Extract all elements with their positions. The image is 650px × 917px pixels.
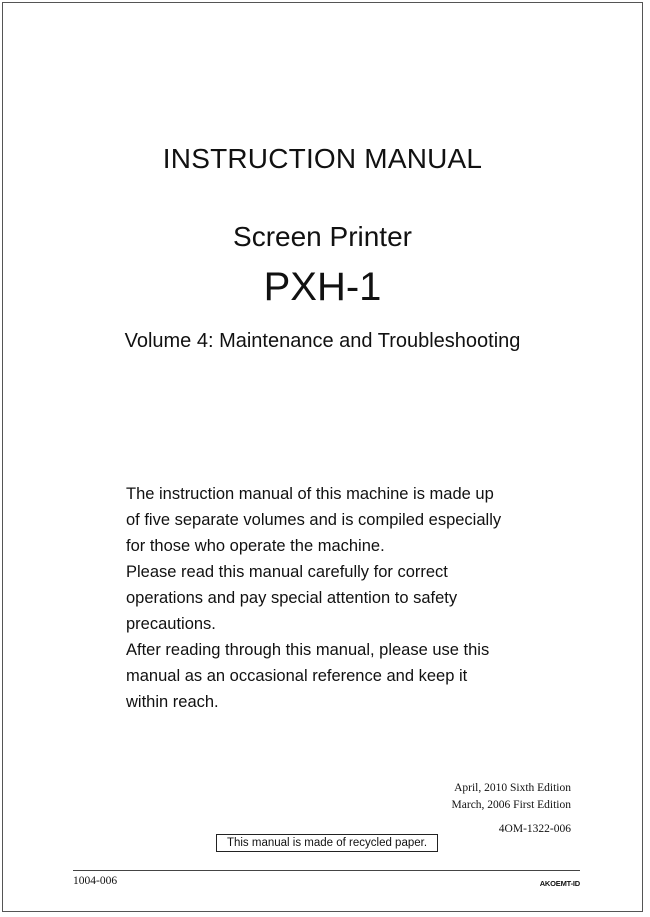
intro-line: The instruction manual of this machine is made up — [126, 485, 494, 503]
footer-right-code: AKOEMT-ID — [539, 879, 580, 888]
intro-line: of five separate volumes and is compiled especially — [126, 511, 502, 529]
product-name: Screen Printer — [233, 221, 412, 252]
document-number: 4OM-1322-006 — [498, 823, 571, 835]
volume-title: Volume 4: Maintenance and Troubleshooting — [124, 330, 521, 352]
recycled-paper-note: This manual is made of recycled paper. — [216, 834, 438, 852]
model-number: PXH-1 — [263, 265, 382, 309]
manual-cover-page — [2, 2, 643, 912]
first-edition: March, 2006 First Edition — [451, 799, 571, 811]
intro-line: manual as an occasional reference and keep it — [126, 667, 468, 685]
intro-line: operations and pay special attention to safety — [126, 589, 458, 607]
current-edition: April, 2010 Sixth Edition — [454, 782, 571, 794]
manual-title: INSTRUCTION MANUAL — [162, 143, 483, 174]
intro-line: precautions. — [126, 615, 216, 633]
footer-left-code: 1004-006 — [73, 875, 118, 887]
footer-divider — [73, 870, 580, 871]
intro-line: for those who operate the machine. — [126, 537, 385, 555]
intro-line: within reach. — [126, 693, 219, 711]
intro-line: After reading through this manual, please use this — [126, 641, 490, 659]
intro-line: Please read this manual carefully for correct — [126, 563, 448, 581]
intro-paragraph — [126, 481, 546, 715]
